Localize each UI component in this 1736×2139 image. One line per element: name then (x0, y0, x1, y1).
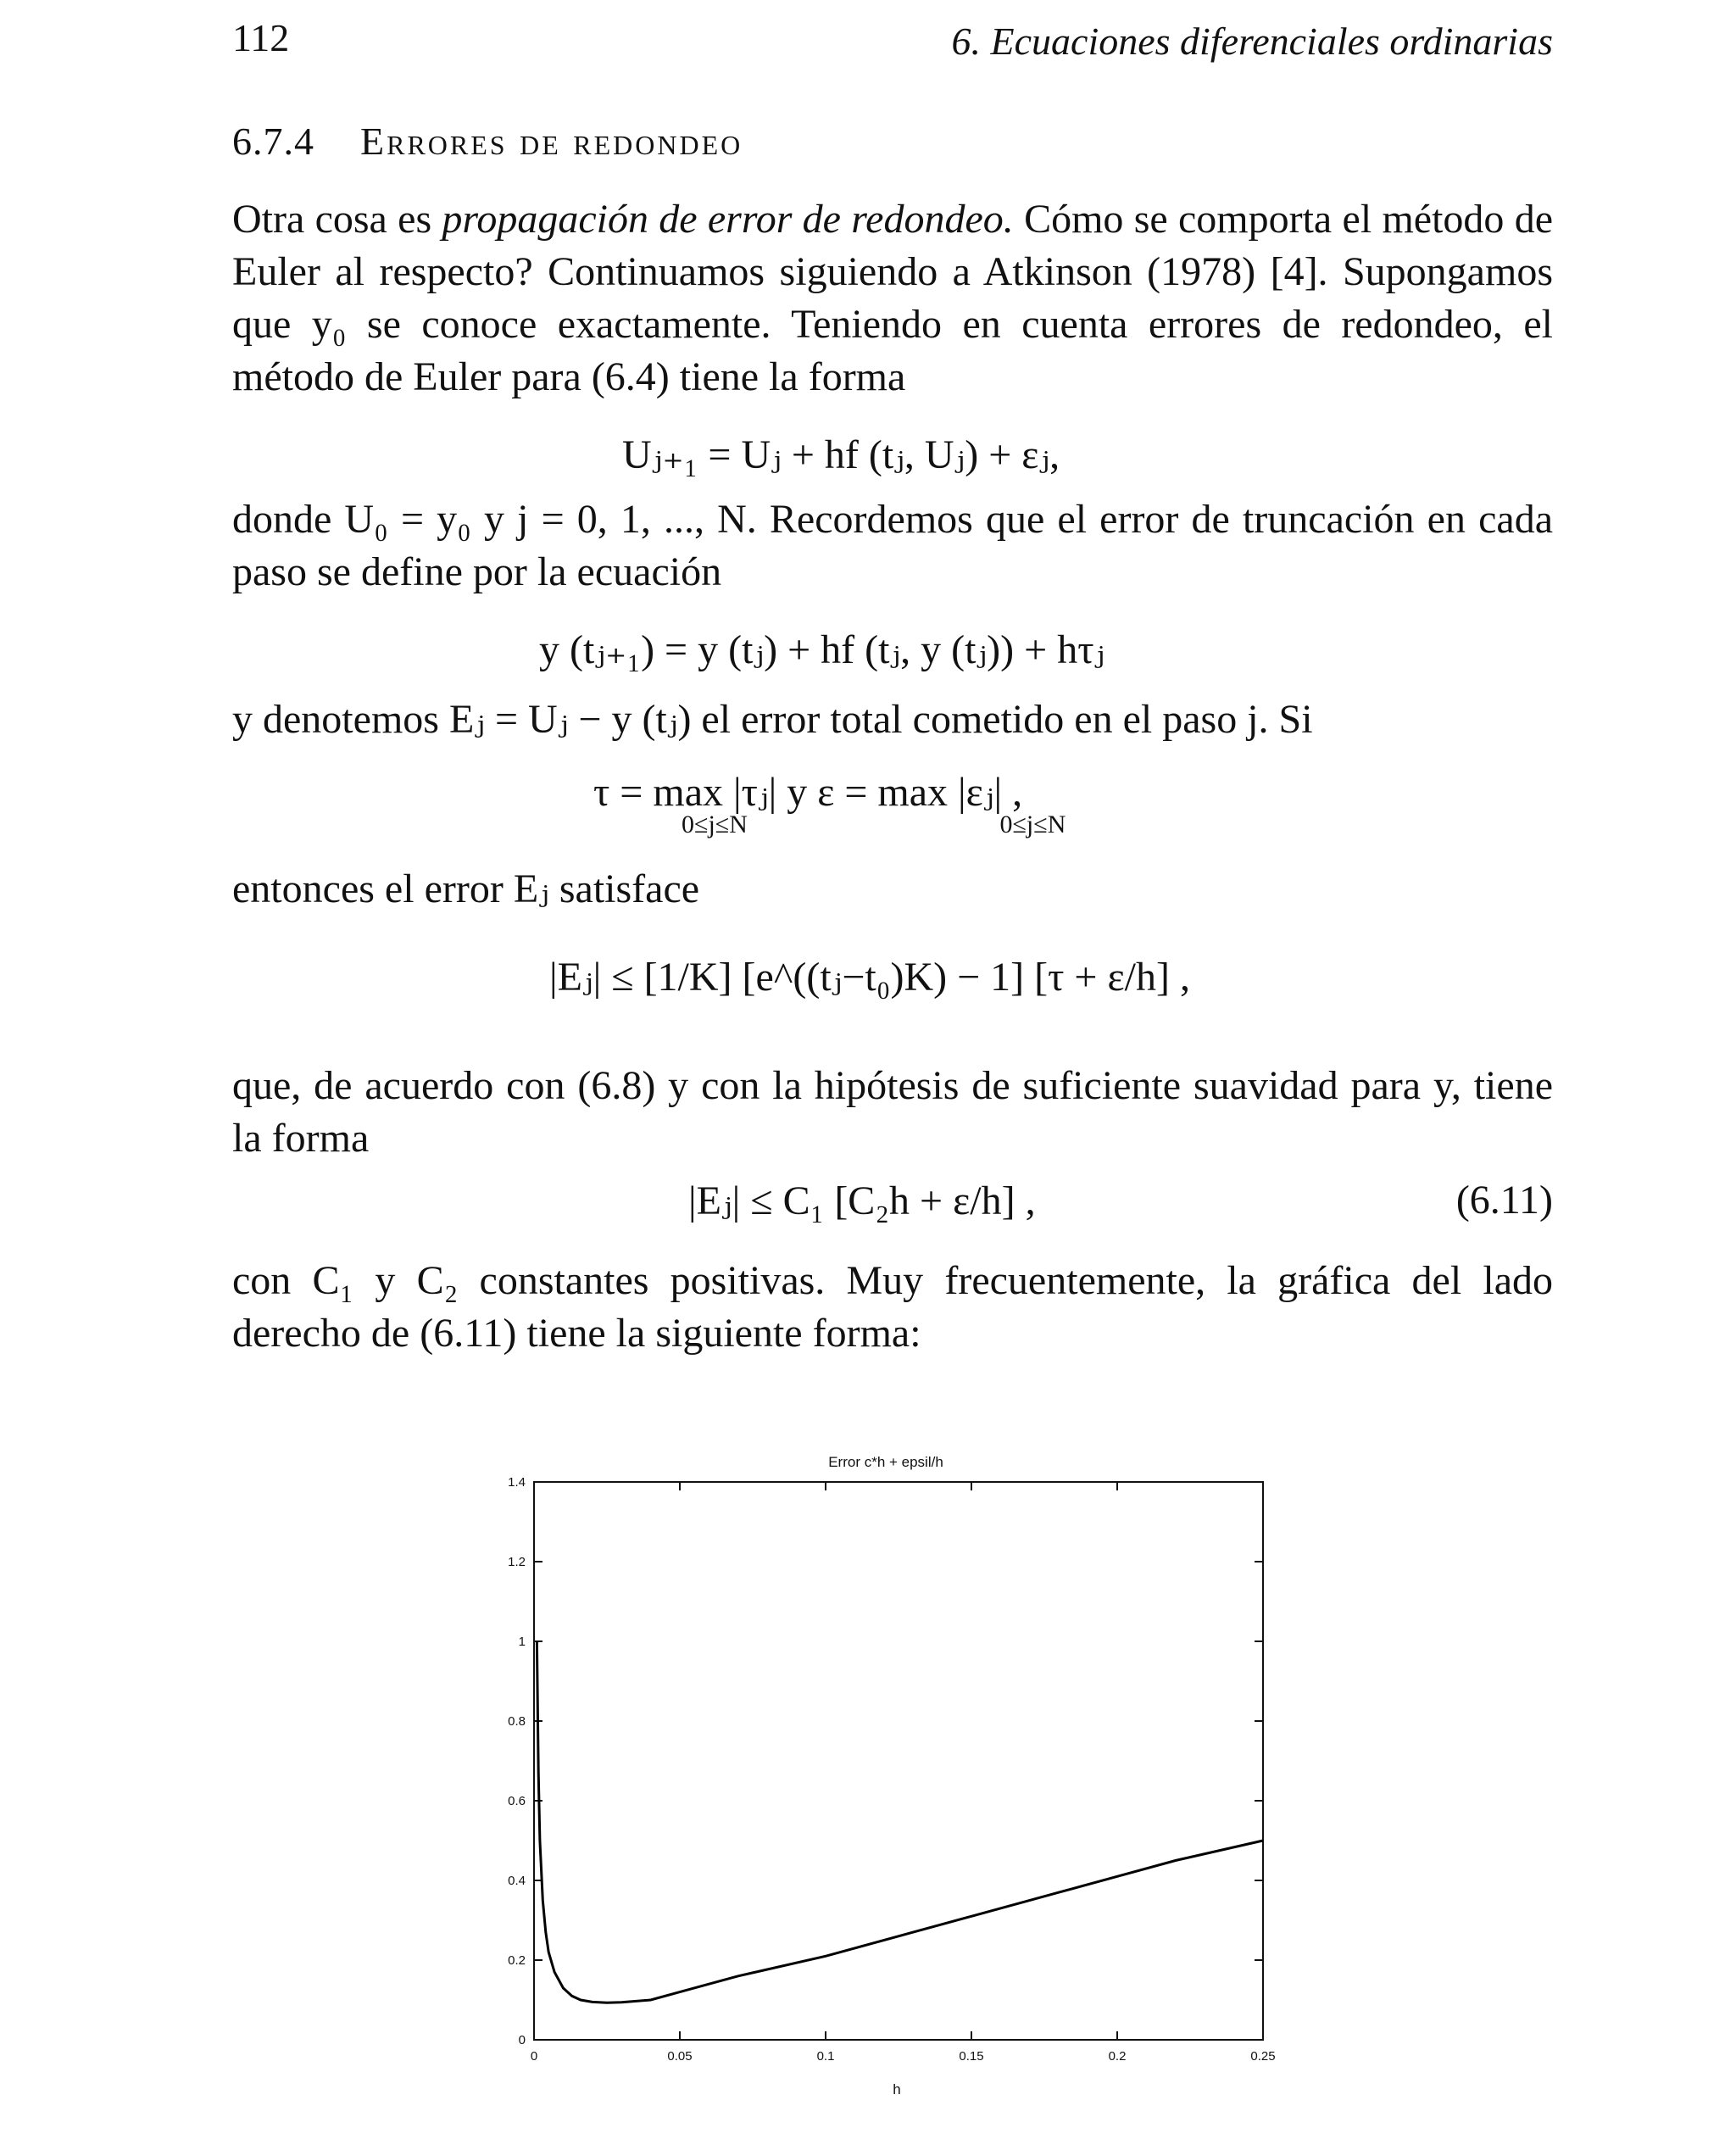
error-curve (537, 1641, 1263, 2003)
paragraph-2: donde U₀ = y₀ y j = 0, 1, ..., N. Recordemos que el error de truncación en cada paso se define por la ecuación (232, 497, 1553, 594)
y-tick-label: 0.8 (508, 1714, 526, 1729)
equation-truncation: y (tⱼ₊₁) = y (tⱼ) + hf (tⱼ, y (tⱼ)) + hτⱼ (539, 627, 1105, 672)
x-tick-label: 0.25 (1250, 2049, 1276, 2064)
y-tick-label: 1.2 (508, 1555, 526, 1569)
y-tick-label: 0.6 (508, 1794, 526, 1808)
equation-error-bound: |Eⱼ| ≤ [1/K] [e^((tⱼ−t₀)K) − 1] [τ + ε/h] , (549, 955, 1190, 1000)
paragraph-6: con C₁ y C₂ constantes positivas. Muy frecuentemente, la gráfica del lado derecho de (6.11) tiene la siguiente forma: (232, 1258, 1553, 1356)
y-tick-label: 0.4 (508, 1874, 526, 1888)
section-number: 6.7.4 (232, 120, 314, 163)
y-tick-label: 0.2 (508, 1953, 526, 1968)
max-definitions-text: τ = max |τⱼ| y ε = max |εⱼ| , (593, 770, 1023, 815)
max-limit-tau: 0≤j≤N (682, 810, 748, 838)
section-title: Errores de redondeo (360, 120, 743, 163)
paragraph-3: y denotemos Eⱼ = Uⱼ − y (tⱼ) el error total cometido en el paso j. Si (232, 697, 1313, 742)
paragraph-4: entonces el error Eⱼ satisface (232, 866, 700, 911)
equation-euler-rounding: Uⱼ₊₁ = Uⱼ + hf (tⱼ, Uⱼ) + εⱼ, (622, 432, 1060, 477)
equation-6-11: |Eⱼ| ≤ C₁ [C₂h + ε/h] , (688, 1178, 1036, 1223)
error-chart (483, 1441, 1288, 2103)
x-tick-label: 0.1 (816, 2049, 835, 2064)
x-tick-label: 0 (530, 2049, 538, 2064)
x-tick-label: 0.2 (1108, 2049, 1127, 2064)
x-axis-label: h (893, 2081, 901, 2097)
page-number: 112 (232, 16, 290, 59)
chart-title: Error c*h + epsil/h (828, 1454, 943, 1470)
paragraph-1: Otra cosa es propagación de error de redondeo. Cómo se comporta el método de Euler al respecto? Continuamos siguiendo a Atkinson (1978) [4]. Supongamos que y₀ se conoce exactamente. Teniendo en cuenta errores de redondeo, el método de Euler para (6.4) tiene la forma (232, 197, 1554, 399)
section-heading (232, 119, 743, 164)
y-tick-label: 1.4 (508, 1475, 526, 1490)
x-tick-label: 0.15 (959, 2049, 984, 2064)
paragraph-5: que, de acuerdo con (6.8) y con la hipótesis de suficiente suavidad para y, tiene la forma (232, 1063, 1553, 1161)
x-tick-label: 0.05 (667, 2049, 693, 2064)
y-tick-label: 0 (518, 2033, 526, 2047)
y-tick-label: 1 (518, 1635, 526, 1649)
equation-max-definitions (593, 768, 1066, 839)
plot-frame (534, 1482, 1263, 2040)
emphasis-text: propagación de error de redondeo. (442, 197, 1014, 242)
running-header: 6. Ecuaciones diferenciales ordinarias (951, 19, 1553, 63)
equation-number: (6.11) (1455, 1178, 1553, 1223)
max-limit-eps: 0≤j≤N (999, 810, 1066, 838)
